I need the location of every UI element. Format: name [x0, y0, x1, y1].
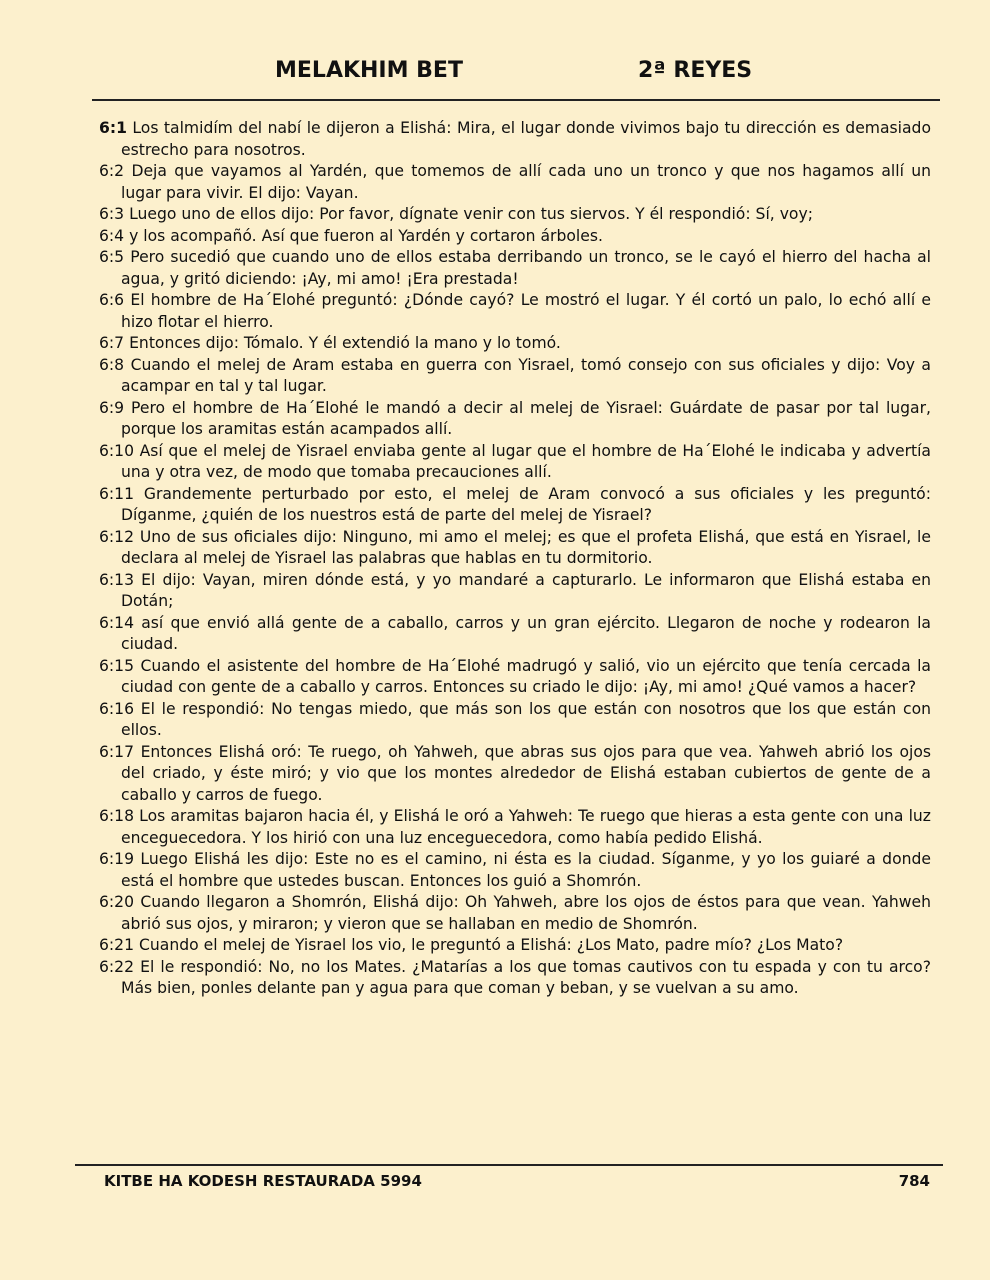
verse-text: Deja que vayamos al Yardén, que tomemos de allí cada uno un tronco y que nos hagamos allí un lugar para vivir. El dijo: Vayan. — [121, 162, 931, 202]
footer-rule — [75, 1164, 943, 1166]
verse-list — [99, 118, 931, 1000]
verse-text: Entonces Elishá oró: Te ruego, oh Yahweh, que abras sus ojos para que vea. Yahweh abrió los ojos del criado, y éste miró; y vio que los montes alrededor de Elishá estaban cubiertos de gente de a caballo y carros de fuego. — [121, 742, 931, 804]
page-header — [0, 58, 990, 90]
verse-number: 6:6 — [99, 291, 125, 309]
verse-text: Cuando el asistente del hombre de Ha´Elohé madrugó y salió, vio un ejército que tenía cercada la ciudad con gente de a caballo y carros. Entonces su criado le dijo: ¡Ay, mi amo! ¿Qué vamos a hacer? — [121, 656, 931, 696]
book-title-spanish: 2ª REYES — [638, 58, 753, 83]
verse-text: Cuando el melej de Yisrael los vio, le preguntó a Elishá: ¿Los Mato, padre mío? ¿Los Mato? — [139, 936, 844, 954]
verse — [99, 247, 931, 290]
page-number: 784 — [898, 1172, 930, 1190]
verse-number: 6:16 — [99, 699, 135, 718]
verse-number: 6:14 — [99, 613, 135, 632]
verse-text: Luego uno de ellos dijo: Por favor, dígnate venir con tus siervos. Y él respondió: Sí, voy; — [129, 205, 813, 223]
verse-text: Los aramitas bajaron hacia él, y Elishá le oró a Yahweh: Te ruego que hieras a esta gente con una luz enceguecedora. Y los hirió con una luz enceguecedora, como había pedido Elishá. — [121, 807, 931, 847]
verse — [99, 699, 931, 742]
verse-text: Grandemente perturbado por esto, el melej de Aram convocó a sus oficiales y les preguntó: Díganme, ¿quién de los nuestros está de parte del melej de Yisrael? — [121, 484, 931, 524]
verse — [99, 806, 931, 849]
verse — [99, 484, 931, 527]
verse — [99, 656, 931, 699]
verse-number: 6:2 — [99, 162, 125, 180]
verse-text: Uno de sus oficiales dijo: Ninguno, mi amo el melej; es que el profeta Elishá, que está en Yisrael, le declara al melej de Yisrael las palabras que hablas en tu dormitorio. — [121, 527, 931, 567]
verse — [99, 290, 931, 333]
verse-text: así que envió allá gente de a caballo, carros y un gran ejército. Llegaron de noche y rodearon la ciudad. — [121, 613, 931, 653]
verse-number: 6:3 — [99, 205, 125, 223]
verse — [99, 935, 931, 957]
verse — [99, 333, 931, 355]
verse-text: Así que el melej de Yisrael enviaba gente al lugar que el hombre de Ha´Elohé le indicaba y advertía una y otra vez, de modo que tomaba precauciones allí. — [121, 441, 931, 481]
verse-text: El hombre de Ha´Elohé preguntó: ¿Dónde cayó? Le mostró el lugar. Y él cortó un palo, lo echó allí e hizo flotar el hierro. — [121, 291, 931, 331]
verse-number: 6:21 — [99, 936, 135, 954]
verse — [99, 849, 931, 892]
verse — [99, 398, 931, 441]
verse-text: Entonces dijo: Tómalo. Y él extendió la mano y lo tomó. — [129, 334, 561, 352]
verse — [99, 226, 931, 248]
verse-number: 6:9 — [99, 398, 125, 417]
verse-number: 6:7 — [99, 334, 125, 352]
verse-number: 6:1 — [99, 119, 127, 137]
verse-text: Pero el hombre de Ha´Elohé le mandó a decir al melej de Yisrael: Guárdate de pasar por tal lugar, porque los aramitas están acampados allí. — [121, 398, 931, 438]
verse — [99, 570, 931, 613]
verse-text: Luego Elishá les dijo: Este no es el camino, ni ésta es la ciudad. Síganme, y yo los guiaré a donde está el hombre que ustedes buscan. Entonces los guió a Shomrón. — [121, 850, 931, 890]
verse — [99, 613, 931, 656]
footer-title: KITBE HA KODESH RESTAURADA 5994 — [104, 1172, 422, 1190]
verse-text: Cuando el melej de Aram estaba en guerra con Yisrael, tomó consejo con sus oficiales y dijo: Voy a acampar en tal y tal lugar. — [121, 355, 931, 395]
header-rule — [92, 99, 940, 101]
verse-text: El le respondió: No, no los Mates. ¿Matarías a los que tomas cautivos con tu espada y con tu arco? Más bien, ponles delante pan y agua para que coman y beban, y se vuelvan a su amo. — [121, 957, 931, 997]
book-title-hebrew: MELAKHIM BET — [275, 58, 463, 83]
verse-number: 6:11 — [99, 484, 135, 503]
verse-text: El dijo: Vayan, miren dónde está, y yo mandaré a capturarlo. Le informaron que Elishá estaba en Dotán; — [121, 570, 932, 610]
verse-text: El le respondió: No tengas miedo, que más son los que están con nosotros que los que están con ellos. — [121, 699, 931, 739]
verse-number: 6:22 — [99, 957, 135, 976]
verse-number: 6:4 — [99, 226, 125, 245]
verse-number: 6:20 — [99, 893, 135, 911]
verse-number: 6:17 — [99, 742, 135, 761]
verse-number: 6:5 — [99, 248, 125, 266]
verse — [99, 355, 931, 398]
verse-number: 6:10 — [99, 441, 135, 460]
verse — [99, 161, 931, 204]
verse-text: y los acompañó. Así que fueron al Yardén y cortaron árboles. — [129, 226, 603, 245]
verse-number: 6:8 — [99, 355, 125, 374]
verse-number: 6:12 — [99, 527, 135, 546]
verse — [99, 892, 931, 935]
verse-number: 6:13 — [99, 570, 135, 589]
verse-text: Los talmidím del nabí le dijeron a Elishá: Mira, el lugar donde vivimos bajo tu dirección es demasiado estrecho para nosotros. — [121, 119, 931, 159]
page-footer — [0, 1172, 990, 1196]
verse — [99, 118, 931, 161]
verse — [99, 441, 931, 484]
verse-text: Cuando llegaron a Shomrón, Elishá dijo: Oh Yahweh, abre los ojos de éstos para que vean. Yahweh abrió sus ojos, y miraron; y vieron que se hallaban en medio de Shomrón. — [121, 893, 931, 933]
verse-number: 6:19 — [99, 850, 135, 868]
verse — [99, 204, 931, 226]
verse — [99, 742, 931, 807]
verse — [99, 957, 931, 1000]
verse-text: Pero sucedió que cuando uno de ellos estaba derribando un tronco, se le cayó el hierro del hacha al agua, y gritó diciendo: ¡Ay, mi amo! ¡Era prestada! — [121, 248, 931, 288]
verse — [99, 527, 931, 570]
verse-number: 6:15 — [99, 656, 135, 675]
verse-number: 6:18 — [99, 807, 135, 825]
